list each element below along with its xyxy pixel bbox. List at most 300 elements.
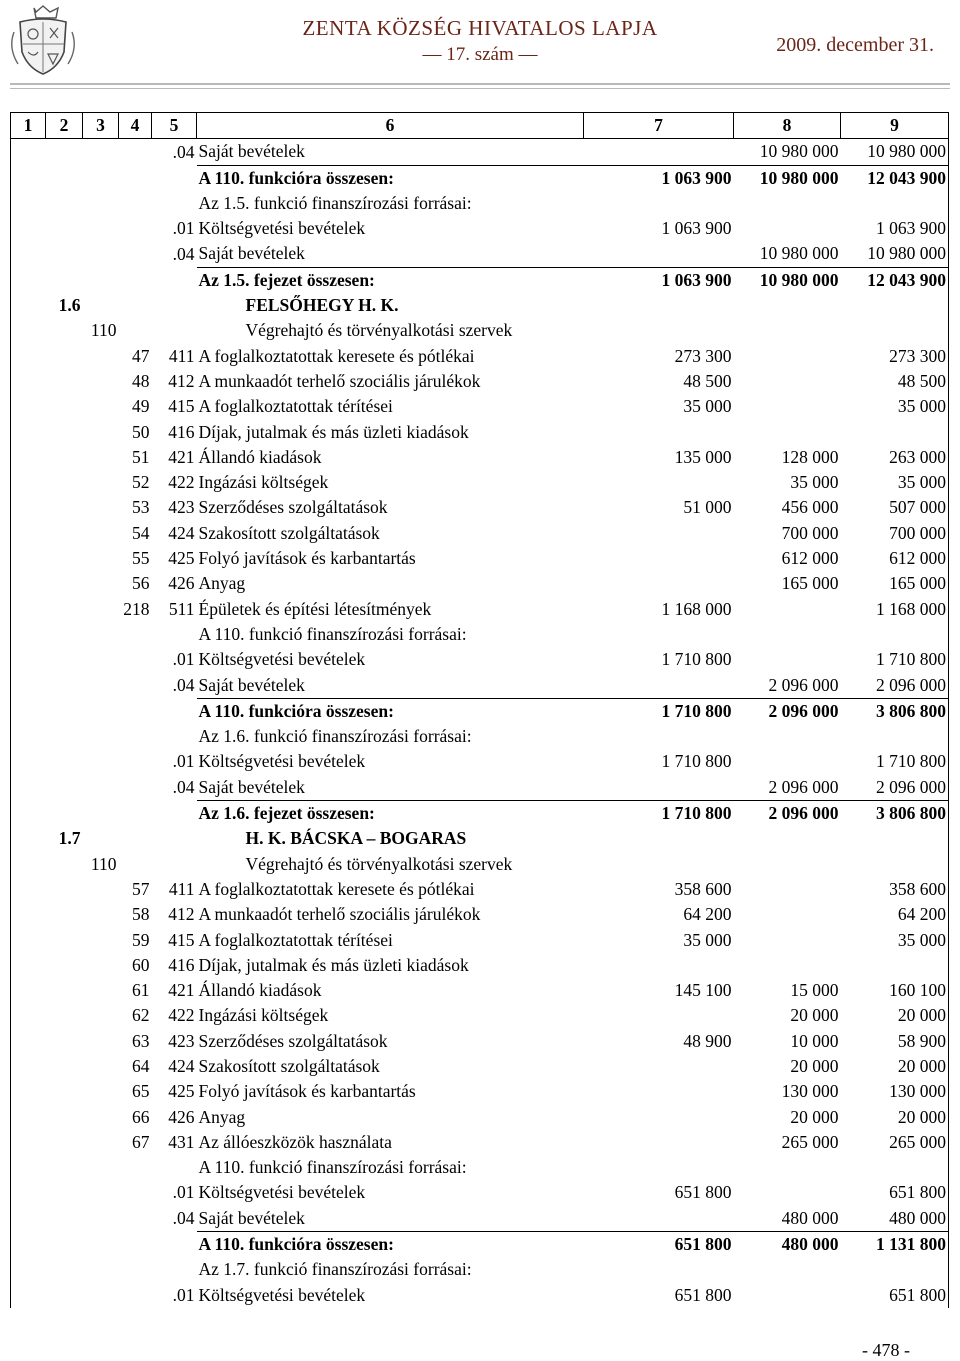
position-number (119, 165, 152, 191)
empty-cell (11, 1206, 46, 1232)
empty-cell (83, 1155, 119, 1180)
table-row (11, 495, 949, 520)
amount-col8 (734, 902, 841, 927)
amount-col9: 165 000 (841, 571, 949, 596)
empty-cell (46, 1180, 83, 1205)
empty-cell (83, 1130, 119, 1155)
economic-code: 422 (168, 472, 195, 493)
amount-col9: 651 800 (841, 1283, 949, 1308)
table-row (11, 394, 949, 419)
economic-code (152, 1232, 197, 1258)
table-row (11, 521, 949, 546)
table-row (11, 445, 949, 470)
amount-col9: 35 000 (841, 470, 949, 495)
amount-col8 (734, 749, 841, 774)
empty-cell (841, 318, 949, 343)
item-name: A 110. funkcióra összesen: (197, 698, 584, 724)
empty-cell (11, 801, 46, 827)
economic-code: .01 (172, 1182, 195, 1203)
item-name: Állandó kiadások (198, 446, 322, 467)
amount-col9 (841, 420, 949, 445)
empty-cell (11, 420, 46, 445)
column-header: 7 (584, 113, 734, 139)
empty-cell (46, 1003, 83, 1028)
empty-cell (83, 1283, 119, 1308)
table-row (11, 622, 949, 647)
empty-cell (46, 216, 83, 241)
amount-col8 (734, 344, 841, 369)
economic-code: 416 (168, 954, 195, 975)
amount-col7 (584, 775, 734, 801)
amount-col8 (734, 622, 841, 647)
empty-cell (11, 191, 46, 216)
empty-cell (83, 165, 119, 191)
amount-col8: 265 000 (781, 1131, 839, 1152)
empty-cell (11, 394, 46, 419)
position-number: 57 (132, 878, 150, 899)
economic-code: 411 (168, 345, 195, 366)
amount-col7: 35 000 (683, 396, 732, 417)
coat-of-arms-logo (6, 2, 80, 80)
amount-col8: 10 980 000 (734, 267, 841, 293)
item-name: Díjak, jutalmak és más üzleti kiadások (198, 954, 469, 975)
amount-col8 (734, 369, 841, 394)
empty-cell (46, 953, 83, 978)
amount-col8 (734, 1155, 841, 1180)
amount-col7 (584, 1155, 734, 1180)
empty-cell (11, 1283, 46, 1308)
empty-cell (119, 318, 244, 343)
amount-col7: 48 500 (683, 370, 732, 391)
column-header: 4 (119, 113, 152, 139)
amount-col8: 130 000 (781, 1081, 839, 1102)
amount-col7: 135 000 (674, 446, 732, 467)
amount-col8: 20 000 (790, 1055, 839, 1076)
empty-cell (11, 1130, 46, 1155)
table-row (11, 1180, 949, 1205)
empty-cell (11, 877, 46, 902)
empty-cell (46, 1206, 83, 1232)
table-row (11, 470, 949, 495)
empty-cell (11, 267, 46, 293)
economic-code: 511 (168, 598, 195, 619)
empty-cell (83, 801, 119, 827)
empty-cell (46, 495, 83, 520)
item-name: Anyag (198, 573, 246, 594)
item-name: A munkaadót terhelő szociális járulékok (198, 904, 481, 925)
table-row (11, 1130, 949, 1155)
economic-code: 421 (168, 980, 195, 1001)
item-name: Szakosított szolgáltatások (198, 522, 380, 543)
empty-cell (841, 293, 949, 318)
amount-col7 (584, 1257, 734, 1282)
amount-col8: 35 000 (790, 472, 839, 493)
function-name: Végrehajtó és törvényalkotási szervek (245, 320, 513, 341)
amount-col8 (734, 953, 841, 978)
position-number: 60 (132, 954, 150, 975)
amount-col8: 20 000 (790, 1005, 839, 1026)
empty-cell (584, 826, 841, 851)
position-number: 50 (132, 421, 150, 442)
economic-code: .04 (172, 675, 195, 696)
empty-cell (841, 852, 949, 877)
amount-col9: 3 806 800 (841, 801, 949, 827)
empty-cell (11, 928, 46, 953)
amount-col9: 480 000 (841, 1206, 949, 1232)
amount-col8: 456 000 (781, 497, 839, 518)
item-name: Költségvetési bevételek (198, 751, 366, 772)
position-number (119, 1283, 152, 1308)
amount-col8: 128 000 (781, 446, 839, 467)
empty-cell (46, 1232, 83, 1258)
empty-cell (46, 978, 83, 1003)
economic-code: 425 (168, 1081, 195, 1102)
position-number: 64 (132, 1055, 150, 1076)
column-header-row (11, 113, 949, 139)
item-name: A 110. funkcióra összesen: (197, 1232, 584, 1258)
empty-cell (83, 369, 119, 394)
position-number (119, 1180, 152, 1205)
empty-cell (46, 1130, 83, 1155)
item-name: Költségvetési bevételek (198, 1182, 366, 1203)
empty-cell (11, 698, 46, 724)
empty-cell (83, 597, 119, 622)
economic-code: 423 (168, 1030, 195, 1051)
empty-cell (841, 826, 949, 851)
empty-cell (46, 470, 83, 495)
economic-code: 421 (168, 446, 195, 467)
header-divider (10, 83, 950, 85)
empty-cell (46, 673, 83, 699)
amount-col7: 651 800 (584, 1232, 734, 1258)
position-number (119, 801, 152, 827)
amount-col8: 2 096 000 (734, 801, 841, 827)
amount-col9 (841, 622, 949, 647)
empty-cell (83, 928, 119, 953)
amount-col8 (734, 597, 841, 622)
amount-col7 (584, 546, 734, 571)
economic-code (152, 698, 197, 724)
column-header: 3 (83, 113, 119, 139)
economic-code: .04 (172, 1208, 195, 1229)
economic-code: 416 (168, 421, 195, 442)
amount-col9: 20 000 (841, 1105, 949, 1130)
amount-col8: 480 000 (734, 1232, 841, 1258)
amount-col7 (584, 1054, 734, 1079)
amount-col7: 1 710 800 (661, 751, 732, 772)
empty-cell (11, 1079, 46, 1104)
item-name: Ingázási költségek (198, 1005, 329, 1026)
total-row (11, 698, 949, 724)
table-row (11, 953, 949, 978)
economic-code: 424 (168, 522, 195, 543)
empty-cell (11, 1155, 46, 1180)
item-name: Épületek és építési létesítmények (198, 598, 432, 619)
empty-cell (83, 1029, 119, 1054)
amount-col8: 10 000 (790, 1030, 839, 1051)
table-row (11, 902, 949, 927)
amount-col9: 1 710 800 (841, 749, 949, 774)
table-row (11, 597, 949, 622)
empty-cell (46, 597, 83, 622)
empty-cell (46, 698, 83, 724)
position-number: 56 (132, 573, 150, 594)
economic-code: 415 (168, 396, 195, 417)
empty-cell (46, 1283, 83, 1308)
empty-cell (46, 139, 83, 165)
economic-code: 411 (168, 878, 195, 899)
amount-col9: 58 900 (841, 1029, 949, 1054)
empty-cell (83, 470, 119, 495)
amount-col7 (584, 521, 734, 546)
empty-cell (11, 597, 46, 622)
item-name: Költségvetési bevételek (198, 218, 366, 239)
empty-cell (46, 267, 83, 293)
empty-cell (83, 622, 119, 647)
empty-cell (46, 546, 83, 571)
amount-col8: 612 000 (781, 548, 839, 569)
empty-cell (83, 191, 119, 216)
empty-cell (584, 318, 841, 343)
amount-col8 (734, 216, 841, 241)
table-row (11, 1155, 949, 1180)
economic-code (152, 191, 197, 216)
table-row (11, 673, 949, 699)
empty-cell (83, 1180, 119, 1205)
section-number: 1.7 (11, 826, 83, 851)
empty-cell (11, 749, 46, 774)
empty-cell (83, 1105, 119, 1130)
position-number (119, 749, 152, 774)
chapter-name: FELSŐHEGY H. K. (245, 295, 399, 316)
item-name: A 110. funkcióra összesen: (197, 165, 584, 191)
amount-col7: 1 710 800 (661, 649, 732, 670)
empty-cell (83, 1206, 119, 1232)
amount-col9: 263 000 (841, 445, 949, 470)
table-row (11, 344, 949, 369)
table-row (11, 1105, 949, 1130)
amount-col9: 1 168 000 (841, 597, 949, 622)
item-name: Költségvetési bevételek (198, 649, 366, 670)
position-number: 62 (132, 1005, 150, 1026)
empty-cell (83, 445, 119, 470)
empty-cell (46, 775, 83, 801)
amount-col9: 12 043 900 (841, 267, 949, 293)
amount-col9: 1 131 800 (841, 1232, 949, 1258)
amount-col8 (734, 877, 841, 902)
economic-code: .01 (172, 1284, 195, 1305)
empty-cell (11, 139, 46, 165)
empty-cell (11, 369, 46, 394)
empty-cell (46, 571, 83, 596)
item-name: A 110. funkció finanszírozási forrásai: (198, 1157, 467, 1178)
position-number (119, 1206, 152, 1232)
item-name: A foglalkoztatottak keresete és pótlékai (198, 345, 475, 366)
item-name: Saját bevételek (198, 243, 305, 264)
position-number: 55 (132, 548, 150, 569)
position-number (119, 191, 152, 216)
empty-cell (11, 241, 46, 267)
amount-col8 (734, 1283, 841, 1308)
amount-col9: 3 806 800 (841, 698, 949, 724)
empty-cell (83, 1003, 119, 1028)
amount-col7: 1 063 900 (661, 218, 732, 239)
function-row (11, 852, 949, 877)
table-row (11, 139, 949, 165)
item-name: Folyó javítások és karbantartás (198, 1081, 416, 1102)
empty-cell (584, 852, 841, 877)
table-body (11, 139, 949, 1308)
table-row (11, 546, 949, 571)
position-number: 67 (132, 1131, 150, 1152)
amount-col9: 12 043 900 (841, 165, 949, 191)
header-divider-thin (10, 88, 950, 89)
amount-col7: 1 710 800 (584, 698, 734, 724)
position-number (119, 775, 152, 801)
empty-cell (46, 1054, 83, 1079)
table-row (11, 1029, 949, 1054)
empty-cell (83, 978, 119, 1003)
table-row (11, 877, 949, 902)
total-row (11, 267, 949, 293)
column-header: 6 (197, 113, 584, 139)
position-number: 47 (132, 345, 150, 366)
empty-cell (11, 724, 46, 749)
item-name: Az 1.6. fejezet összesen: (197, 801, 584, 827)
empty-cell (83, 902, 119, 927)
amount-col9: 2 096 000 (841, 673, 949, 699)
empty-cell (83, 1257, 119, 1282)
amount-col9: 35 000 (841, 928, 949, 953)
table-row (11, 749, 949, 774)
economic-code (152, 1257, 197, 1282)
empty-cell (11, 546, 46, 571)
amount-col7 (584, 953, 734, 978)
amount-col9: 1 710 800 (841, 647, 949, 672)
empty-cell (46, 1079, 83, 1104)
amount-col8 (734, 394, 841, 419)
page-number: - 478 - (862, 1340, 910, 1360)
table-row (11, 216, 949, 241)
empty-cell (119, 852, 244, 877)
total-row (11, 1232, 949, 1258)
item-name: Az 1.6. funkció finanszírozási forrásai: (198, 726, 472, 747)
empty-cell (584, 293, 841, 318)
empty-cell (46, 1105, 83, 1130)
empty-cell (46, 902, 83, 927)
issue-number: — 17. szám — (422, 44, 538, 65)
amount-col7: 1 063 900 (584, 267, 734, 293)
amount-col7 (584, 420, 734, 445)
position-number (119, 216, 152, 241)
position-number (119, 698, 152, 724)
empty-cell (83, 394, 119, 419)
position-number: 51 (132, 446, 150, 467)
table-row (11, 1206, 949, 1232)
table-row (11, 241, 949, 267)
amount-col9: 48 500 (841, 369, 949, 394)
position-number: 52 (132, 472, 150, 493)
amount-col7 (584, 470, 734, 495)
empty-cell (83, 241, 119, 267)
empty-cell (11, 165, 46, 191)
item-name: Az 1.5. fejezet összesen: (197, 267, 584, 293)
amount-col7: 1 063 900 (584, 165, 734, 191)
table-row (11, 724, 949, 749)
empty-cell (11, 1180, 46, 1205)
amount-col7 (584, 139, 734, 165)
empty-cell (83, 344, 119, 369)
amount-col8 (734, 1180, 841, 1205)
empty-cell (46, 1029, 83, 1054)
table-row (11, 1283, 949, 1308)
economic-code: 425 (168, 548, 195, 569)
position-number: 218 (123, 598, 150, 619)
empty-cell (83, 1232, 119, 1258)
amount-col8: 2 096 000 (768, 776, 839, 797)
amount-col9: 35 000 (841, 394, 949, 419)
amount-col9: 2 096 000 (841, 775, 949, 801)
amount-col8 (734, 928, 841, 953)
empty-cell (83, 673, 119, 699)
empty-cell (11, 1029, 46, 1054)
amount-col8 (734, 420, 841, 445)
amount-col8: 10 980 000 (734, 165, 841, 191)
item-name: Saját bevételek (198, 776, 305, 797)
empty-cell (46, 420, 83, 445)
empty-cell (83, 1079, 119, 1104)
amount-col9: 358 600 (841, 877, 949, 902)
amount-col9: 612 000 (841, 546, 949, 571)
table-row (11, 1079, 949, 1104)
position-number: 54 (132, 522, 150, 543)
amount-col9: 507 000 (841, 495, 949, 520)
economic-code: 422 (168, 1005, 195, 1026)
amount-col9: 10 980 000 (841, 139, 949, 165)
empty-cell (83, 698, 119, 724)
amount-col7 (584, 1079, 734, 1104)
position-number: 53 (132, 497, 150, 518)
amount-col9 (841, 1257, 949, 1282)
amount-col7 (584, 191, 734, 216)
position-number: 48 (132, 370, 150, 391)
amount-col7 (584, 1003, 734, 1028)
amount-col8: 480 000 (781, 1207, 839, 1228)
economic-code: .01 (172, 751, 195, 772)
amount-col8: 20 000 (790, 1106, 839, 1127)
amount-col9: 130 000 (841, 1079, 949, 1104)
empty-cell (83, 571, 119, 596)
economic-code: .04 (172, 243, 195, 264)
economic-code: 426 (168, 573, 195, 594)
function-code: 110 (90, 853, 117, 874)
table-row (11, 978, 949, 1003)
empty-cell (11, 1054, 46, 1079)
amount-col7: 273 300 (674, 345, 732, 366)
amount-col9: 20 000 (841, 1054, 949, 1079)
amount-col7: 64 200 (683, 904, 732, 925)
table-row (11, 191, 949, 216)
amount-col8: 700 000 (781, 522, 839, 543)
amount-col7: 1 168 000 (661, 598, 732, 619)
amount-col9: 1 063 900 (841, 216, 949, 241)
amount-col9 (841, 724, 949, 749)
empty-cell (11, 953, 46, 978)
empty-cell (11, 978, 46, 1003)
item-name: Anyag (198, 1106, 246, 1127)
item-name: Szakosított szolgáltatások (198, 1055, 380, 1076)
amount-col9: 265 000 (841, 1130, 949, 1155)
